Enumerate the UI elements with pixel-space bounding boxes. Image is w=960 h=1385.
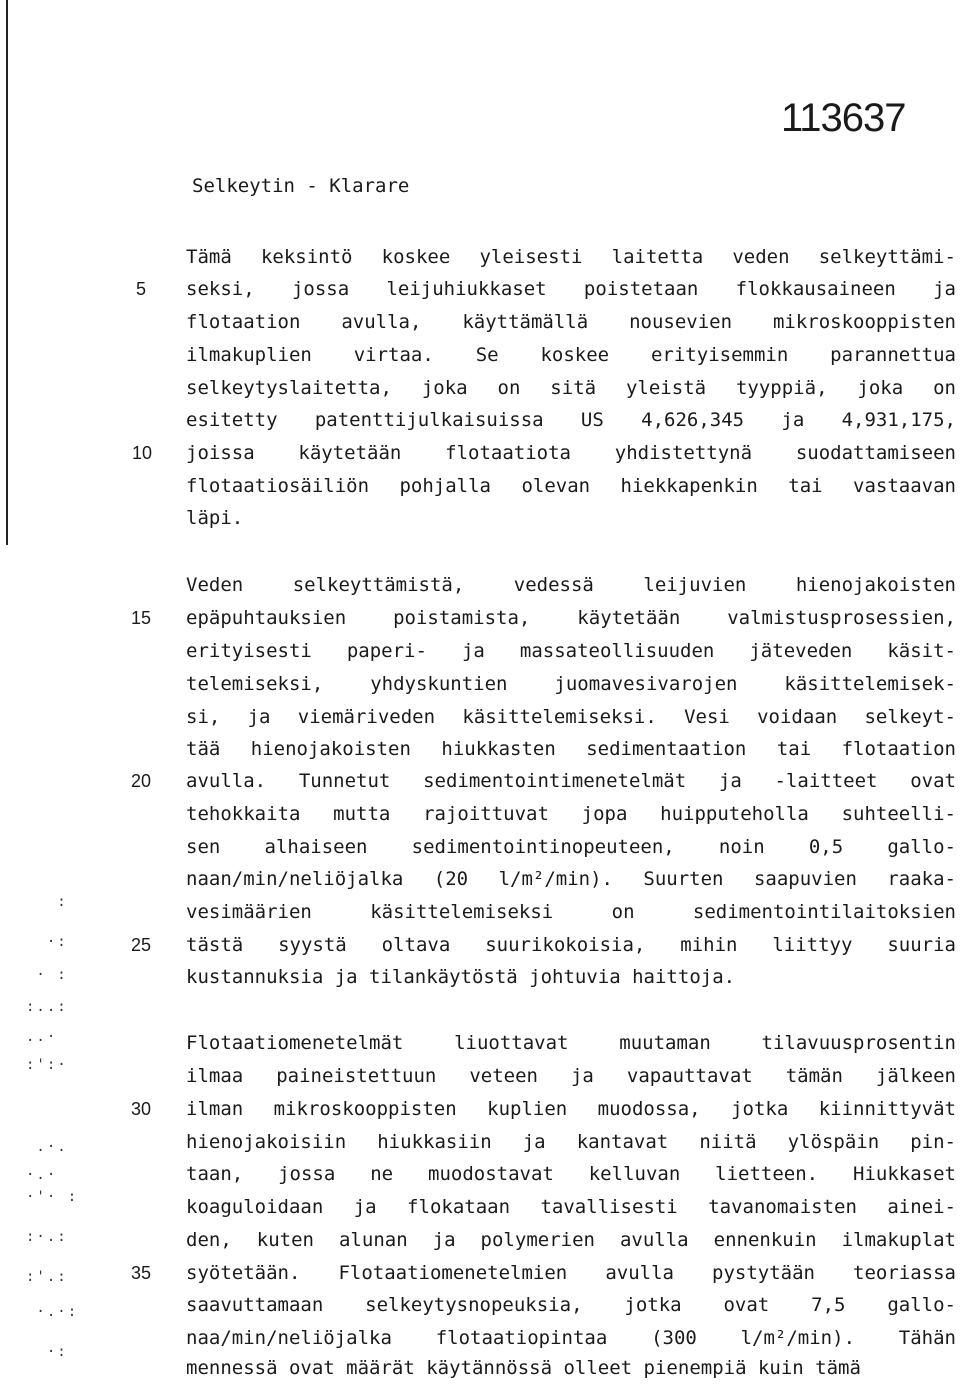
text-line: tehokkaita mutta rajoittuvat jopa huipputeholla suhteelli- — [186, 803, 956, 825]
document-title: Selkeytin - Klarare — [192, 175, 410, 197]
text-line: si, ja viemäriveden käsittelemiseksi. Vesi voidaan selkeyt- — [186, 706, 956, 728]
margin-dots: : — [26, 894, 68, 910]
text-line: läpi. — [186, 507, 244, 529]
text-line: esitetty patenttijulkaisuissa US 4,626,345 ja 4,931,175, — [186, 409, 956, 431]
margin-dots: ..· — [26, 1029, 58, 1045]
text-line: telemiseksi, yhdyskuntien juomavesivarojen käsittelemisek- — [186, 673, 956, 695]
text-line: taan, jossa ne muodostavat kelluvan lietteen. Hiukkaset — [186, 1163, 956, 1185]
line-number: 20 — [130, 771, 151, 791]
text-line: joissa käytetään flotaatiota yhdistettynä suodattamiseen — [186, 442, 956, 464]
line-number: 35 — [130, 1263, 151, 1283]
text-line: epäpuhtauksien poistamista, käytetään valmistusprosessien, — [186, 607, 956, 629]
margin-dots: ·'· : — [26, 1189, 79, 1205]
line-number: 30 — [130, 1099, 151, 1119]
text-line: sen alhaiseen sedimentointinopeuteen, noin 0,5 gallo- — [186, 836, 956, 858]
text-line: avulla. Tunnetut sedimentointimenetelmät ja -laitteet ovat — [186, 770, 956, 792]
margin-dots: · : — [26, 967, 68, 983]
margin-dots: ·.· — [26, 1167, 58, 1183]
line-number: 5 — [135, 279, 146, 299]
margin-dots: :..: — [26, 999, 68, 1015]
text-line: Flotaatiomenetelmät liuottavat muutaman tilavuusprosentin — [186, 1032, 956, 1054]
text-line: saavuttamaan selkeytysnopeuksia, jotka ovat 7,5 gallo- — [186, 1294, 956, 1316]
text-line: koaguloidaan ja flokataan tavallisesti tavanomaisten ainei- — [186, 1196, 956, 1218]
text-line: erityisesti paperi- ja massateollisuuden jäteveden käsit- — [186, 640, 956, 662]
text-line: naa/min/neliöjalka flotaatiopintaa (300 l/m²/min). Tähän — [186, 1327, 956, 1349]
text-line: mennessä ovat määrät käytännössä olleet pienempiä kuin tämä — [186, 1357, 861, 1379]
text-line: kustannuksia ja tilankäytöstä johtuvia haittoja. — [186, 966, 736, 988]
text-line: flotaation avulla, käyttämällä nousevien mikroskooppisten — [186, 311, 956, 333]
margin-dots: :':· — [26, 1057, 68, 1073]
text-line: tää hienojakoisten hiukkasten sedimentaation tai flotaation — [186, 738, 956, 760]
text-line: den, kuten alunan ja polymerien avulla ennenkuin ilmakuplat — [186, 1229, 956, 1251]
line-number: 15 — [130, 608, 151, 628]
text-line: ilman mikroskooppisten kuplien muodossa, jotka kiinnittyvät — [186, 1098, 956, 1120]
line-number: 25 — [130, 935, 151, 955]
margin-dots: ·.·: — [26, 1304, 79, 1320]
text-line: vesimäärien käsittelemiseksi on sedimentointilaitoksien — [186, 901, 956, 923]
text-line: seksi, jossa leijuhiukkaset poistetaan flokkausaineen ja — [186, 278, 956, 300]
text-line: selkeytyslaitetta, joka on sitä yleistä tyyppiä, joka on — [186, 377, 956, 399]
text-line: ilmaa paineistettuun veteen ja vapauttavat tämän jälkeen — [186, 1065, 956, 1087]
document-number: 113637 — [781, 96, 906, 140]
text-line: tästä syystä oltava suurikokoisia, mihin liittyy suuria — [186, 934, 956, 956]
text-line: Tämä keksintö koskee yleisesti laitetta veden selkeyttämi- — [186, 246, 956, 268]
margin-dots: :·.: — [26, 1229, 68, 1245]
margin-dots: .·. — [26, 1139, 68, 1155]
text-line: naan/min/neliöjalka (20 l/m²/min). Suurten saapuvien raaka- — [186, 868, 956, 890]
margin-dots: ·: — [26, 1344, 68, 1360]
text-line: Veden selkeyttämistä, vedessä leijuvien hienojakoisten — [186, 574, 956, 596]
text-line: syötetään. Flotaatiomenetelmien avulla pystytään teoriassa — [186, 1262, 956, 1284]
left-margin-rule — [6, 0, 8, 545]
margin-dots: :'.: — [26, 1269, 68, 1285]
line-number: 10 — [131, 443, 152, 463]
margin-dots: ·: — [26, 934, 68, 950]
text-line: hienojakoisiin hiukkasiin ja kantavat niitä ylöspäin pin- — [186, 1131, 956, 1153]
text-line: ilmakuplien virtaa. Se koskee erityisemmin parannettua — [186, 344, 956, 366]
text-line: flotaatiosäiliön pohjalla olevan hiekkapenkin tai vastaavan — [186, 475, 956, 497]
